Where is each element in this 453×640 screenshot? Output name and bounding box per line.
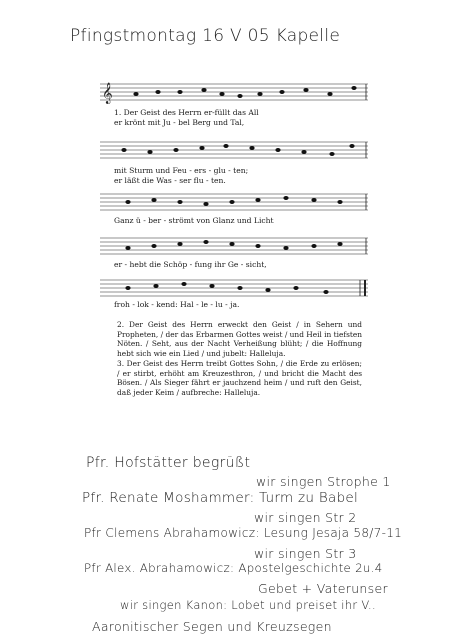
note-sing-canon: wir singen Kanon: Lobet und preiset ihr V.. [120,598,376,612]
music-staff-3 [100,192,368,214]
hymn-lyric-1a: 1. Der Geist des Herrn er-füllt das All [114,108,259,117]
note-blessing: Aaronitischer Segen und Kreuzsegen [92,619,332,634]
note-prayer: Gebet + Vaterunser [258,581,388,596]
note-sing-verse-3: wir singen Str 3 [254,546,357,561]
hymn-verses [117,320,362,398]
note-sing-verse-1: wir singen Strophe 1 [256,474,391,489]
hymn-lyric-2a: mit Sturm und Feu - ers - glu - ten; [114,166,249,175]
hymn-verse-3: 3. Der Geist des Herrn treibt Gottes Sohn, / die Erde zu erlösen; / er stirbt, erhöht am Kreuzesthron, / und bricht die Macht des Bösen. / Als Sieger fährt er jauchzend heim / und ruft den Geist, daß jeder Keim / aufbreche: Halleluja. [117,359,362,397]
music-staff-4 [100,236,368,258]
hymn-lyric-3: Ganz ü - ber - strömt von Glanz und Licht [114,216,274,225]
svg-text:𝄞: 𝄞 [102,83,113,104]
note-reading-isaiah: Pfr Clemens Abrahamowicz: Lesung Jesaja 58/7-11 [84,526,403,540]
music-staff-1 [100,82,368,104]
note-sing-verse-2: wir singen Str 2 [254,510,357,525]
note-greeting: Pfr. Hofstätter begrüßt [86,455,251,471]
hymn-lyric-1b: er krönt mit Ju - bel Berg und Tal, [114,118,245,127]
music-staff-5 [100,278,368,300]
note-reading-acts: Pfr Alex. Abrahamowicz: Apostelgeschichte 2u.4 [84,561,383,575]
note-reading-babel: Pfr. Renate Moshammer: Turm zu Babel [82,490,359,506]
hymn-verse-2: 2. Der Geist des Herrn erweckt den Geist / in Sehern und Propheten, / der das Erbarmen Gottes weist / und Heil in tiefsten Nöten. / Seht, aus der Nacht Verheißung blüht; / die Hoffnung hebt sich wie ein Lied / und jubelt: Halleluja. [117,320,362,358]
hymn-lyric-5: froh - lok - kend: Hal - le - lu - ja. [114,300,240,309]
hymn-lyric-2b: er läßt die Was - ser flu - ten. [114,176,226,185]
music-staff-2 [100,140,368,162]
handwritten-title: Pfingstmontag 16 V 05 Kapelle [70,26,341,46]
hymn-lyric-4: er - hebt die Schöp - fung ihr Ge - sicht, [114,260,267,269]
